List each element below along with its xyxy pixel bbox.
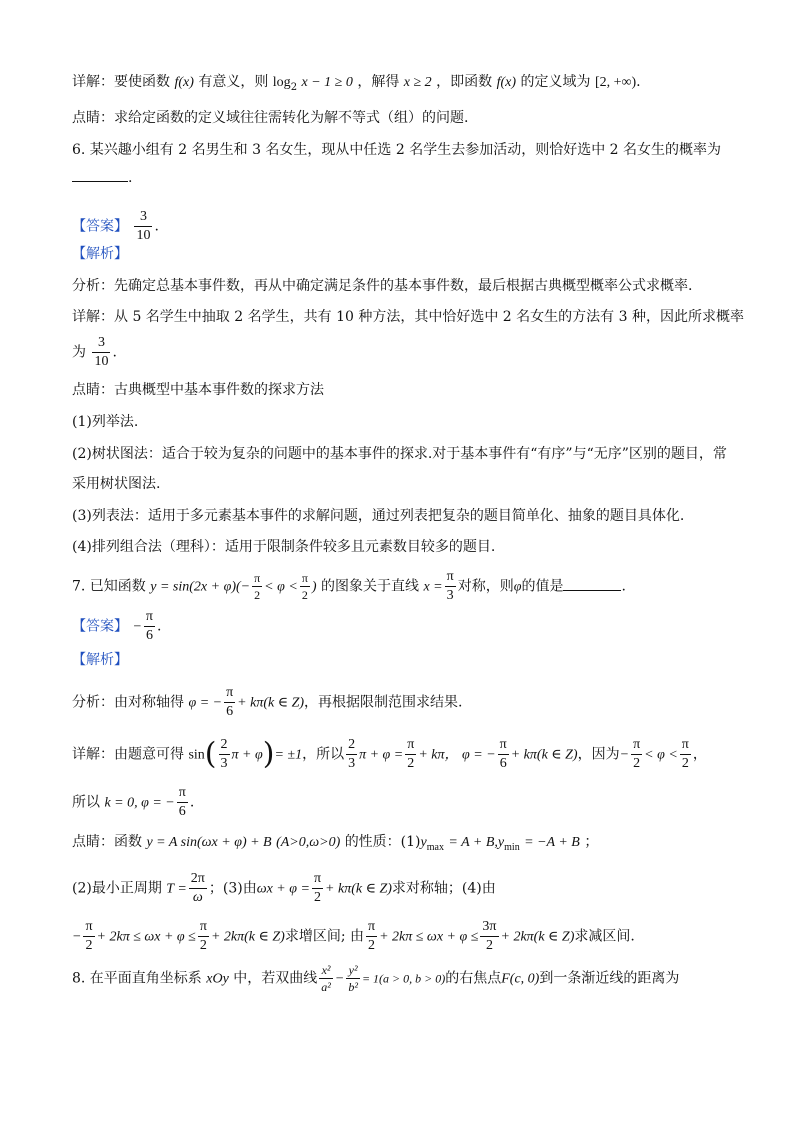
q7-frac bbox=[83, 920, 94, 953]
q7-text: ，所以 bbox=[302, 746, 345, 763]
fraction-denominator: 6 bbox=[145, 628, 153, 643]
fraction-numerator: π bbox=[198, 920, 209, 937]
fraction-denominator: 2 bbox=[85, 938, 93, 953]
q5-detail-line bbox=[72, 72, 641, 98]
q7-expr: + 2kπ(k ∈ Z) bbox=[500, 929, 575, 945]
q7-expr: − bbox=[619, 747, 630, 763]
q7-frac bbox=[312, 872, 323, 905]
q7-frac bbox=[445, 570, 456, 603]
fraction-denominator: 6 bbox=[226, 704, 234, 719]
q7-text: 对称，则 bbox=[457, 578, 514, 595]
fraction-numerator: π bbox=[680, 738, 691, 755]
q8-expr: − bbox=[334, 971, 345, 987]
q7-text: ，再根据限制范围求结果. bbox=[304, 694, 463, 711]
q6-method-1: (1)列举法. bbox=[72, 414, 139, 430]
q7-expr: + 2kπ(k ∈ Z) bbox=[210, 929, 285, 945]
q5-log-base: 2 bbox=[290, 81, 298, 93]
q7-function: y = sin(2x + φ)(− bbox=[150, 579, 251, 595]
q7-analysis-label bbox=[72, 650, 128, 670]
q6-answer-line: 【答案】 $\frac{3}{10}$ . bbox=[72, 209, 159, 243]
answer-sign: − bbox=[132, 619, 142, 635]
fraction-numerator: π bbox=[498, 738, 509, 755]
fraction-denominator: 6 bbox=[499, 756, 507, 771]
answer-blank bbox=[72, 169, 128, 182]
q7-text: 求增区间; 由 bbox=[284, 928, 364, 945]
q7-expr: = A + B, bbox=[448, 835, 498, 850]
q7-expr: = −A + B bbox=[524, 835, 580, 850]
paren-left: ( bbox=[204, 736, 217, 772]
q7-answer-line bbox=[72, 610, 161, 643]
q6-stem: 6. 某兴趣小组有 2 名男生和 3 名女生，现从中任选 2 名学生去参加活动，则恰好选中 2 名女生的概率为 bbox=[72, 142, 722, 158]
q8-expr: F(c, 0) bbox=[501, 971, 540, 987]
q6-period: . bbox=[112, 344, 117, 361]
fraction-numerator: π bbox=[445, 570, 456, 587]
q7-answer-fraction bbox=[144, 610, 155, 643]
q7-expr: + 2kπ ≤ ωx + φ ≤ bbox=[96, 929, 196, 945]
analysis-label: 【解析】 bbox=[72, 652, 128, 668]
fraction-numerator: π bbox=[254, 571, 261, 585]
answer-blank bbox=[563, 578, 621, 591]
q6-method-2: (2)树状图法：适合于较为复杂的问题中的基本事件的探求.对于基本事件有“有序”与“无序”区别的题目，常 bbox=[72, 446, 727, 462]
q5-domain: [2, +∞) bbox=[594, 75, 637, 90]
q8-frac bbox=[346, 964, 360, 993]
q7-period: . bbox=[621, 578, 626, 595]
q7-frac bbox=[177, 786, 188, 819]
q8-text: 中，若双曲线 bbox=[233, 970, 318, 987]
q7-text: 点睛：函数 bbox=[72, 834, 142, 850]
q7-text: 求对称轴；(4)由 bbox=[391, 880, 496, 897]
q7-phi: φ bbox=[513, 579, 522, 595]
q7-text: 详解：由题意可得 bbox=[72, 746, 184, 763]
q7-ineq: < φ < bbox=[264, 579, 298, 595]
q7-expr: + kπ bbox=[418, 747, 445, 763]
q5-text: 的定义域为 bbox=[520, 74, 591, 90]
q6-stem-blank-line bbox=[72, 168, 132, 188]
q7-expr: y = A sin(ωx + φ) + B bbox=[146, 835, 272, 850]
q8-text: 到一条渐近线的距离为 bbox=[539, 970, 680, 987]
q7-expr: ωx + φ = bbox=[256, 881, 310, 897]
q7-frac bbox=[346, 738, 357, 771]
fraction-denominator: 2 bbox=[301, 588, 308, 602]
fraction-denominator: 3 bbox=[220, 756, 228, 771]
q7-line-x: x = bbox=[423, 579, 443, 595]
fraction-denominator: 3 bbox=[446, 588, 454, 603]
q5-expr-fx: f(x) bbox=[174, 75, 194, 90]
q7-expr: (A>0,ω>0) bbox=[276, 835, 341, 850]
q7-text: 所以 bbox=[72, 794, 100, 811]
q7-expr: π + φ bbox=[231, 747, 263, 763]
fraction-denominator: 2 bbox=[254, 588, 261, 602]
q5-tip: 点睛：求给定函数的定义域往往需转化为解不等式（组）的问题. bbox=[72, 110, 469, 126]
q5-log: log bbox=[272, 75, 291, 90]
q7-expr: = ±1 bbox=[274, 747, 303, 763]
q7-expr: y bbox=[420, 835, 427, 850]
q5-period: . bbox=[636, 74, 641, 90]
q7-expr: + kπ(k ∈ Z) bbox=[510, 747, 578, 763]
fraction-denominator: 2 bbox=[681, 756, 689, 771]
q7-text: (2)最小正周期 bbox=[72, 880, 162, 897]
q7-frac bbox=[224, 686, 235, 719]
q7-text: 求减区间. bbox=[574, 928, 635, 945]
q7-expr: < φ < bbox=[644, 747, 678, 763]
q8-text: 的右焦点 bbox=[445, 970, 502, 987]
q6-answer-fraction bbox=[134, 210, 152, 243]
q7-text: ； bbox=[584, 834, 599, 850]
fraction-denominator: 3 bbox=[348, 756, 356, 771]
fraction-denominator: b² bbox=[348, 980, 358, 994]
fraction-denominator: a² bbox=[321, 980, 331, 994]
q6-period: . bbox=[128, 170, 133, 186]
fraction-numerator: π bbox=[301, 571, 308, 585]
fraction-denominator: 10 bbox=[136, 228, 151, 243]
q7-text: ；(3)由 bbox=[208, 880, 257, 897]
fraction-denominator: 10 bbox=[94, 354, 109, 369]
q7-tip-3 bbox=[72, 920, 635, 953]
q7-tip-2 bbox=[72, 872, 496, 905]
answer-label: 【答案】 bbox=[72, 218, 128, 235]
q7-frac bbox=[405, 738, 416, 771]
answer-label: 【答案】 bbox=[72, 618, 128, 635]
fraction-numerator: π bbox=[366, 920, 377, 937]
fraction-numerator: π bbox=[224, 686, 235, 703]
analysis-label: 【解析】 bbox=[72, 246, 128, 262]
q7-frac bbox=[300, 572, 310, 601]
q7-expr: T = bbox=[166, 881, 187, 897]
q8-expr: xOy bbox=[206, 971, 229, 987]
fraction-denominator: 2 bbox=[368, 938, 376, 953]
q8-frac bbox=[319, 964, 333, 993]
q7-expr: ， φ = − bbox=[444, 747, 496, 763]
q6-method-4: (4)排列组合法（理科）：适用于限制条件较多且元素数目较多的题目. bbox=[72, 539, 496, 555]
q6-method-2-cont: 采用树状图法. bbox=[72, 476, 161, 492]
q6-detail: 详解：从 5 名学生中抽取 2 名学生，共有 10 种方法，其中恰好选中 2 名女生的方法有 3 种，因此所求概率 bbox=[72, 309, 744, 325]
q6-prob-fraction bbox=[92, 336, 110, 369]
q7-so bbox=[72, 786, 194, 819]
fraction-numerator: 2π bbox=[189, 872, 207, 889]
fraction-numerator: π bbox=[405, 738, 416, 755]
fraction-denominator: 2 bbox=[485, 938, 493, 953]
paren-right: ) bbox=[262, 736, 275, 772]
q7-frac bbox=[219, 738, 230, 771]
q8-stem bbox=[72, 964, 679, 993]
q7-text: ， bbox=[692, 746, 707, 763]
q7-text: 的性质：(1) bbox=[344, 834, 421, 850]
q7-expr: k = 0, φ = − bbox=[104, 795, 175, 811]
q7-expr: π + φ = bbox=[359, 747, 404, 763]
fraction-denominator: 2 bbox=[199, 938, 207, 953]
q6-text: 为 bbox=[72, 344, 86, 361]
q7-frac bbox=[480, 920, 498, 953]
q7-period: . bbox=[189, 794, 195, 811]
fraction-numerator: 2 bbox=[219, 738, 230, 755]
q7-detail bbox=[72, 738, 707, 771]
q7-text: ，因为 bbox=[577, 746, 620, 763]
q5-expr-fx: f(x) bbox=[496, 75, 517, 90]
q7-text: 分析：由对称轴得 bbox=[72, 694, 184, 711]
q6-method-3: (3)列表法：适用于多元素基本事件的求解问题，通过列表把复杂的题目简单化、抽象的题目具体化. bbox=[72, 508, 685, 524]
fraction-denominator: ω bbox=[192, 890, 203, 905]
q7-expr: + kπ(k ∈ Z) bbox=[325, 881, 392, 897]
q7-text: 的值是 bbox=[521, 578, 564, 595]
q7-paren: ) bbox=[311, 579, 317, 595]
q7-expr: y bbox=[497, 835, 505, 850]
fraction-numerator: 2 bbox=[346, 738, 357, 755]
fraction-denominator: 6 bbox=[178, 804, 186, 819]
q7-frac bbox=[498, 738, 509, 771]
q7-text: 的图象关于直线 bbox=[321, 578, 419, 595]
q7-sub: min bbox=[504, 841, 520, 853]
q7-text: 7. 已知函数 bbox=[72, 578, 146, 595]
q5-detail-label: 详解：要使函数 bbox=[72, 74, 170, 90]
fraction-numerator: π bbox=[144, 610, 155, 627]
fraction-denominator: 2 bbox=[313, 890, 321, 905]
q7-frac bbox=[198, 920, 209, 953]
q7-sub: max bbox=[426, 841, 444, 853]
q7-expr: + kπ(k ∈ Z) bbox=[237, 695, 305, 711]
q7-sin: sin bbox=[188, 747, 205, 763]
q8-text: 8. 在平面直角坐标系 bbox=[72, 970, 202, 987]
fraction-numerator: π bbox=[83, 920, 94, 937]
q6-fenxi: 分析：先确定总基本事件数，再从中确定满足条件的基本事件数，最后根据古典概型概率公式求概率. bbox=[72, 278, 693, 294]
fraction-numerator: π bbox=[312, 872, 323, 889]
fraction-numerator: x² bbox=[319, 964, 333, 979]
fraction-numerator: 3 bbox=[134, 210, 152, 227]
q7-period: . bbox=[156, 618, 162, 635]
q5-solution: x ≥ 2 bbox=[403, 75, 432, 90]
q7-expr: − bbox=[72, 929, 82, 945]
q7-stem bbox=[72, 570, 626, 603]
fraction-denominator: 2 bbox=[633, 756, 641, 771]
fraction-numerator: 3π bbox=[480, 920, 498, 937]
q7-tip bbox=[72, 832, 598, 858]
fraction-numerator: y² bbox=[346, 964, 360, 979]
fraction-numerator: π bbox=[177, 786, 188, 803]
q6-tip: 点睛：古典概型中基本事件数的探求方法 bbox=[72, 382, 324, 398]
q7-frac bbox=[366, 920, 377, 953]
q5-text: 有意义，则 bbox=[198, 74, 269, 90]
q7-frac bbox=[252, 572, 262, 601]
q5-inequality: x − 1 ≥ 0 bbox=[301, 75, 353, 90]
q6-detail-2 bbox=[72, 336, 117, 369]
q7-expr: φ = − bbox=[188, 695, 223, 711]
fraction-numerator: 3 bbox=[92, 336, 110, 353]
q7-fenxi bbox=[72, 686, 463, 719]
q7-frac bbox=[680, 738, 691, 771]
q7-frac bbox=[189, 872, 207, 905]
fraction-numerator: π bbox=[631, 738, 642, 755]
q8-expr: = 1(a > 0, b > 0) bbox=[361, 971, 446, 986]
q5-text: ，即函数 bbox=[436, 74, 493, 90]
fraction-denominator: 2 bbox=[407, 756, 415, 771]
q5-text: ，解得 bbox=[357, 74, 400, 90]
q7-expr: + 2kπ ≤ ωx + φ ≤ bbox=[379, 929, 479, 945]
q6-analysis-label bbox=[72, 244, 128, 264]
q7-frac bbox=[631, 738, 642, 771]
